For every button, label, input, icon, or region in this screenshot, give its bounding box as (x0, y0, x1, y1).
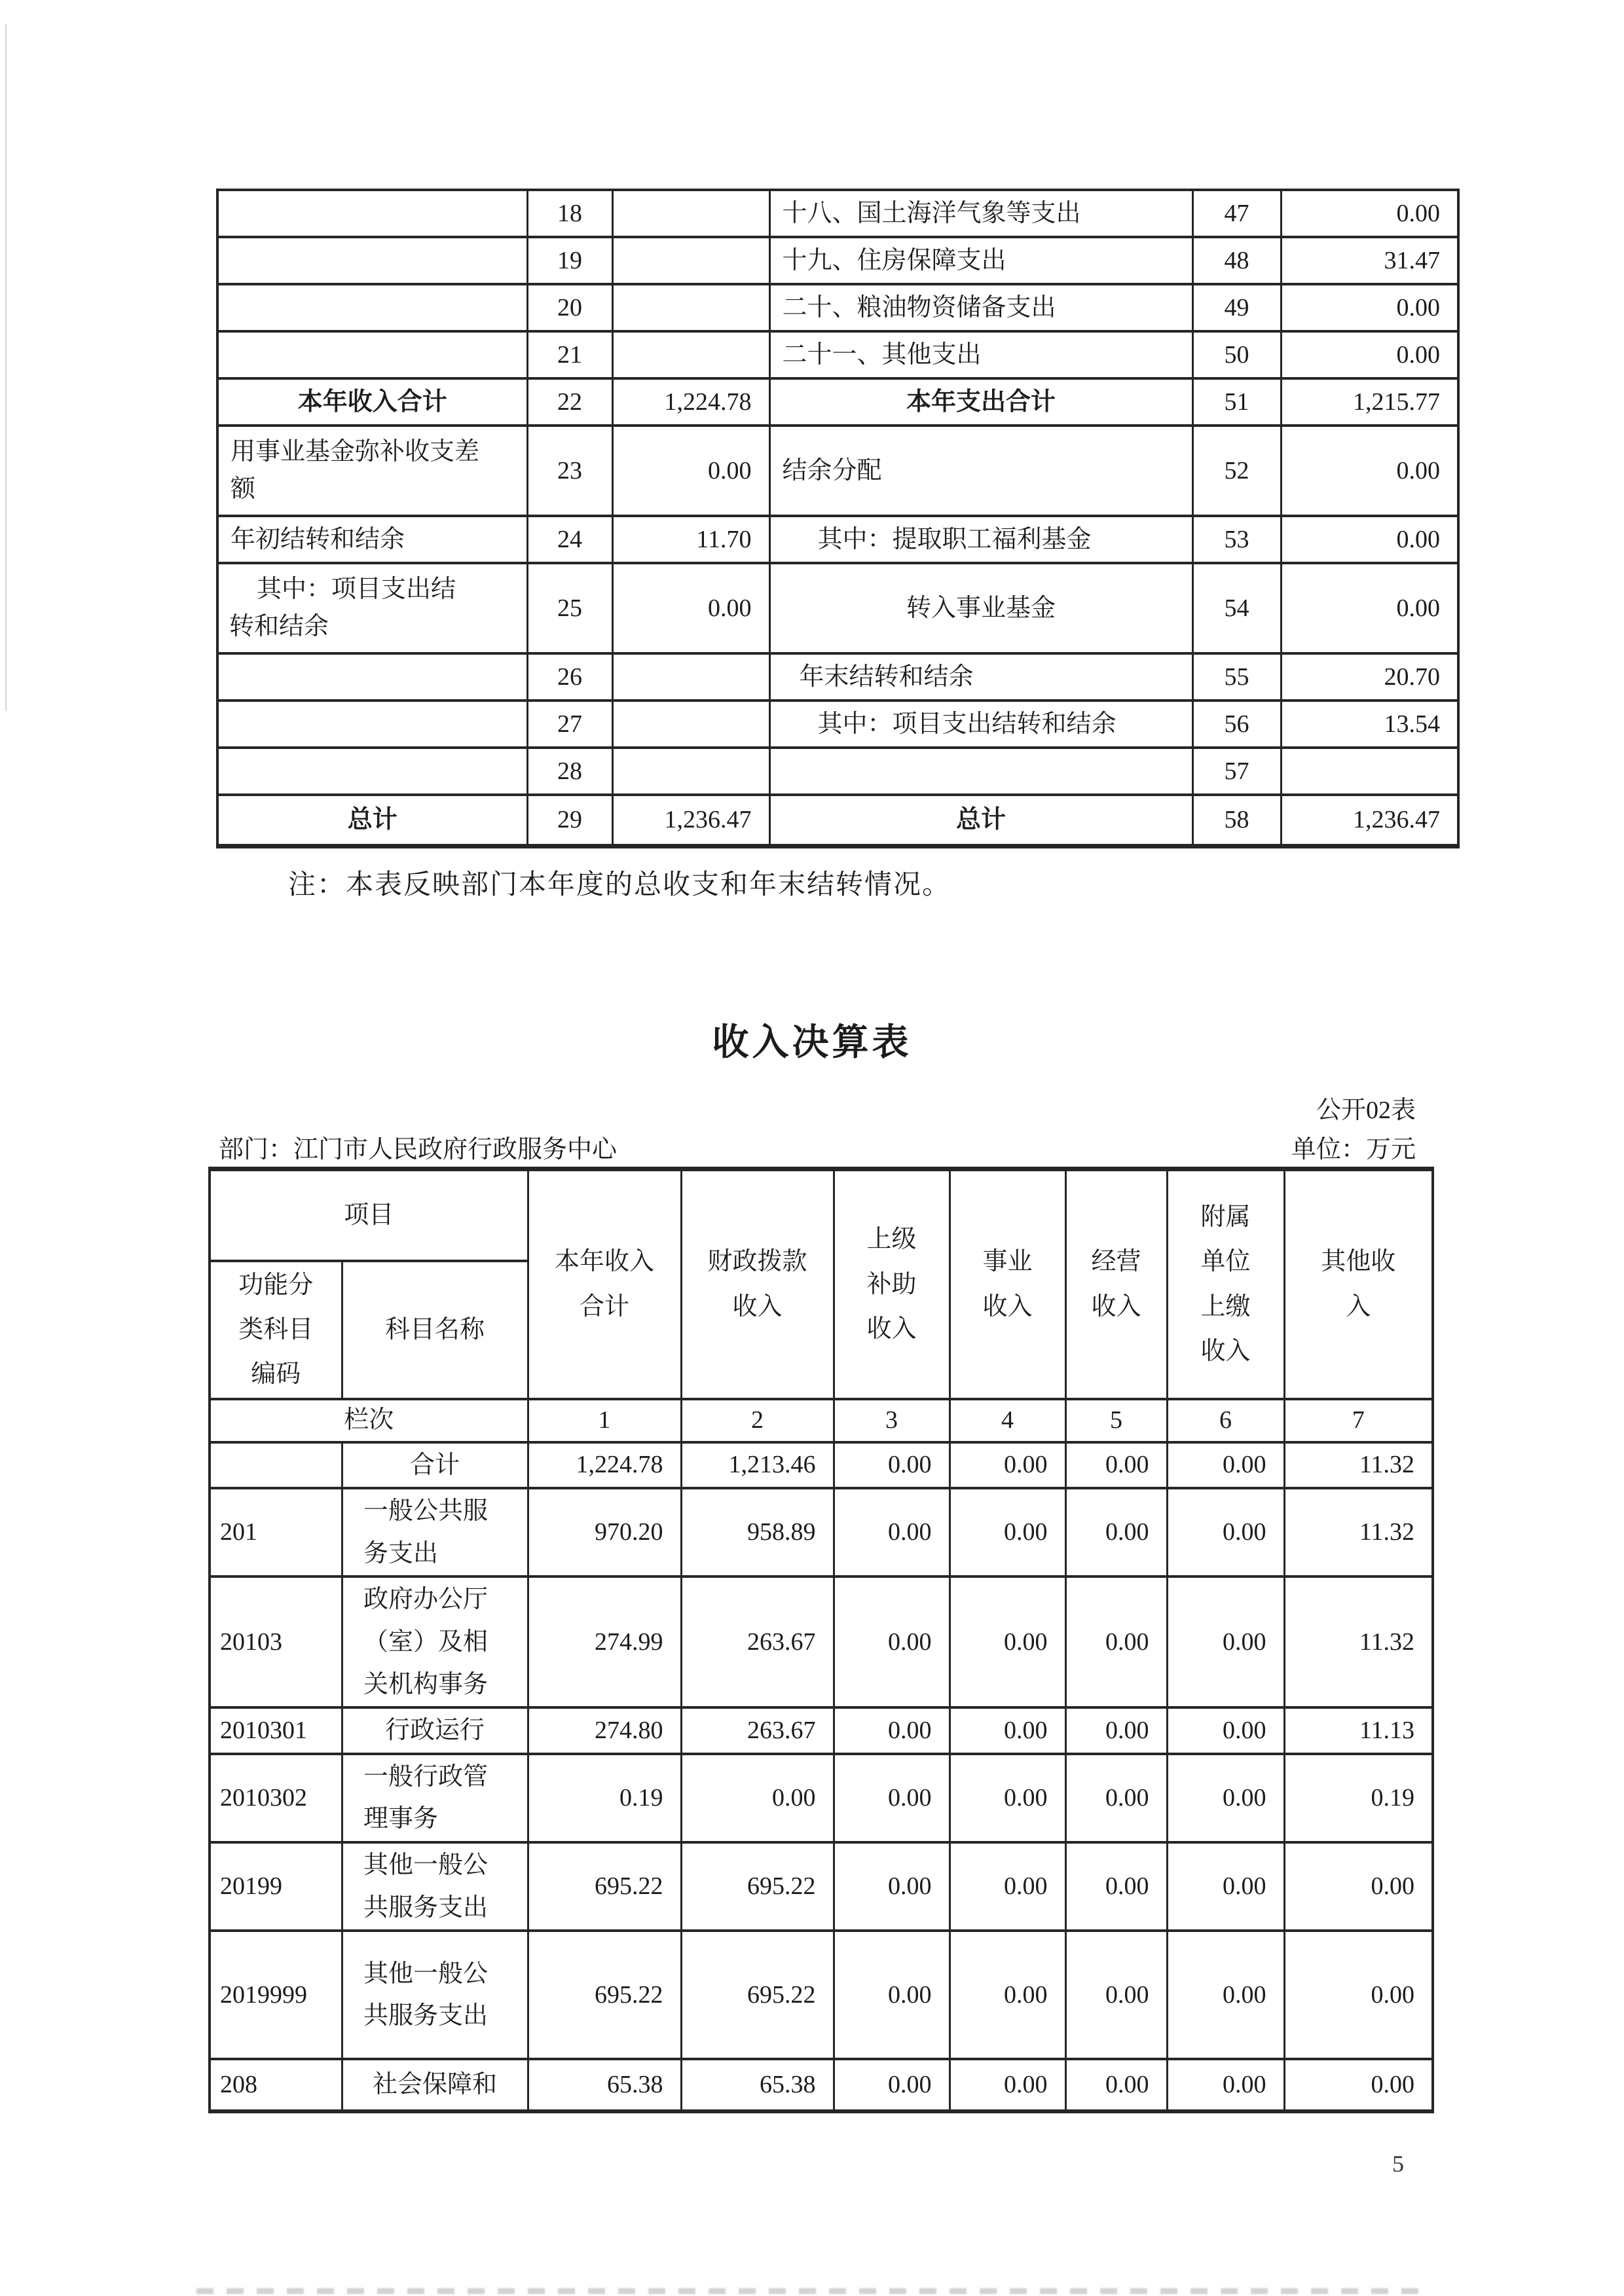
amount-cell: 0.00 (1167, 1931, 1284, 2059)
name-cell (342, 1931, 528, 2059)
unit-label: 单位：万元 (1291, 1136, 1416, 1163)
amount-cell: 0.00 (1065, 1754, 1167, 1842)
amount-cell: 11.32 (1284, 1442, 1433, 1489)
label-cell (769, 748, 1192, 795)
amount-cell: 0.00 (1167, 2059, 1284, 2111)
line-number-cell: 52 (1192, 426, 1281, 516)
header-code-cell (210, 1261, 342, 1399)
amount-cell: 31.47 (1281, 237, 1458, 284)
amount-cell: 0.00 (1284, 1931, 1433, 2059)
amount-cell: 0.00 (950, 1707, 1065, 1754)
amount-cell: 0.00 (950, 2059, 1065, 2111)
code-cell: 208 (210, 2059, 342, 2111)
amount-cell (612, 237, 769, 284)
label-cell: 本年收入合计 (217, 378, 527, 426)
amount-cell: 0.00 (834, 1576, 950, 1707)
line-number-cell: 26 (527, 653, 612, 701)
income-statement-table (208, 1167, 1434, 2113)
header-project-cell: 项目 (210, 1169, 528, 1261)
header-label: 事业收入 (982, 1248, 1033, 1321)
amount-cell: 0.00 (834, 1754, 950, 1842)
subject-name: 一般公共服务支出 (363, 1497, 489, 1567)
header-label: 其他收入 (1321, 1248, 1396, 1321)
form-number-label: 公开02表 (1316, 1097, 1416, 1124)
amount-cell (612, 653, 769, 701)
header-cell (1284, 1169, 1433, 1399)
amount-cell: 0.00 (1284, 2059, 1433, 2111)
table-row (217, 748, 1458, 795)
amount-cell: 274.80 (528, 1707, 681, 1754)
code-cell: 2019999 (210, 1931, 342, 2059)
amount-cell (612, 190, 769, 237)
table-row (217, 563, 1458, 653)
line-number-cell: 27 (527, 701, 612, 748)
label-cell (217, 331, 527, 378)
line-number-cell: 51 (1192, 378, 1281, 426)
table-row (217, 284, 1458, 331)
line-number-cell: 22 (527, 378, 612, 426)
department-label: 部门：江门市人民政府行政服务中心 (219, 1136, 618, 1163)
header-label: 附属单位上缴收入 (1200, 1203, 1251, 1366)
column-number-cell: 7 (1284, 1399, 1433, 1442)
amount-cell: 0.00 (612, 426, 769, 516)
table-row-total (210, 1442, 1433, 1489)
table-row (210, 1576, 1433, 1707)
amount-cell: 0.00 (950, 1576, 1065, 1707)
code-cell (210, 1442, 342, 1489)
table-row (210, 1931, 1433, 2059)
line-number-cell: 19 (527, 237, 612, 284)
scan-bleed-artifact (196, 2288, 1428, 2294)
label-cell: 用事业基金弥补收支差额 (217, 426, 527, 516)
header-row-project (210, 1169, 1433, 1261)
amount-cell: 0.00 (1065, 1576, 1167, 1707)
table-row (210, 1707, 1433, 1754)
line-number-cell: 25 (527, 563, 612, 653)
amount-cell: 958.89 (681, 1488, 834, 1576)
amount-cell: 0.00 (950, 1842, 1065, 1931)
table-row (217, 190, 1458, 237)
amount-cell: 0.00 (1281, 563, 1458, 653)
column-number-cell: 3 (834, 1399, 950, 1442)
amount-cell: 1,236.47 (1281, 795, 1458, 846)
label-cell: 十九、住房保障支出 (769, 237, 1192, 284)
label-cell: 其中：提取职工福利基金 (769, 516, 1192, 563)
table-row-grand-total (217, 795, 1458, 846)
line-number-cell: 24 (527, 516, 612, 563)
line-number-cell: 29 (527, 795, 612, 846)
subject-name: 社会保障和 (373, 2071, 498, 2099)
line-number-cell: 47 (1192, 190, 1281, 237)
amount-cell: 1,224.78 (528, 1442, 681, 1489)
amount-cell: 695.22 (528, 1842, 681, 1931)
line-number-cell: 28 (527, 748, 612, 795)
name-cell (342, 1442, 528, 1489)
subject-name: 一般行政管理事务 (363, 1762, 489, 1833)
table-row (217, 237, 1458, 284)
amount-cell: 0.00 (1281, 284, 1458, 331)
header-label: 经营收入 (1091, 1248, 1141, 1321)
header-cell (528, 1169, 681, 1399)
amount-cell: 0.19 (528, 1754, 681, 1842)
label-cell: 结余分配 (769, 426, 1192, 516)
line-number-cell: 53 (1192, 516, 1281, 563)
amount-cell: 0.00 (1167, 1707, 1284, 1754)
amount-cell: 0.00 (1284, 1842, 1433, 1931)
label-cell: 其中：项目支出结转和结余 (769, 701, 1192, 748)
label-cell: 总计 (217, 795, 527, 846)
name-cell (342, 1576, 528, 1707)
label-cell (217, 701, 527, 748)
header-name-cell: 科目名称 (342, 1261, 528, 1399)
table-row (210, 1754, 1433, 1842)
column-number-row (210, 1399, 1433, 1442)
line-number-cell: 20 (527, 284, 612, 331)
table-row (217, 516, 1458, 563)
line-number-cell: 21 (527, 331, 612, 378)
line-number-cell: 55 (1192, 653, 1281, 701)
label-cell (217, 653, 527, 701)
amount-cell: 11.13 (1284, 1707, 1433, 1754)
amount-cell: 0.00 (1065, 1707, 1167, 1754)
amount-cell: 0.00 (834, 1442, 950, 1489)
header-cell (681, 1169, 834, 1399)
code-cell: 20199 (210, 1842, 342, 1931)
amount-cell (612, 284, 769, 331)
amount-cell: 970.20 (528, 1488, 681, 1576)
code-cell: 20103 (210, 1576, 342, 1707)
code-cell: 2010301 (210, 1707, 342, 1754)
label-cell: 年初结转和结余 (217, 516, 527, 563)
label-cell: 转入事业基金 (769, 563, 1192, 653)
code-cell: 2010302 (210, 1754, 342, 1842)
table-row-totals-current-year (217, 378, 1458, 426)
label-cell (217, 190, 527, 237)
subject-name: 合计 (410, 1451, 460, 1479)
label-cell: 总计 (769, 795, 1192, 846)
column-number-cell: 1 (528, 1399, 681, 1442)
amount-cell: 0.00 (834, 1707, 950, 1754)
header-cell (1065, 1169, 1167, 1399)
subject-name: 政府办公厅（室）及相关机构事务 (363, 1586, 489, 1698)
amount-cell: 695.22 (681, 1931, 834, 2059)
amount-cell: 13.54 (1281, 701, 1458, 748)
name-cell (342, 1707, 528, 1754)
header-label: 财政拨款收入 (707, 1248, 807, 1321)
name-cell (342, 1754, 528, 1842)
amount-cell: 0.00 (950, 1754, 1065, 1842)
amount-cell: 1,224.78 (612, 378, 769, 426)
header-label: 功能分类科目编码 (238, 1271, 314, 1389)
table-row (217, 331, 1458, 378)
amount-cell: 11.32 (1284, 1488, 1433, 1576)
amount-cell: 0.00 (950, 1442, 1065, 1489)
label-cell (217, 284, 527, 331)
header-cell (834, 1169, 950, 1399)
label-cell: 其中：项目支出结转和结余 (217, 563, 527, 653)
income-table-title: 收入决算表 (712, 1023, 912, 1063)
header-cell (950, 1169, 1065, 1399)
name-cell (342, 1488, 528, 1576)
amount-cell: 0.00 (1281, 190, 1458, 237)
label-cell: 十八、国土海洋气象等支出 (769, 190, 1192, 237)
table-row (210, 1488, 1433, 1576)
label-cell: 二十一、其他支出 (769, 331, 1192, 378)
label-cell: 二十、粮油物资储备支出 (769, 284, 1192, 331)
amount-cell: 695.22 (528, 1931, 681, 2059)
amount-cell: 0.00 (1065, 1442, 1167, 1489)
amount-cell (1281, 748, 1458, 795)
amount-cell: 0.00 (1167, 1488, 1284, 1576)
table-row (217, 653, 1458, 701)
amount-cell: 0.00 (834, 1488, 950, 1576)
line-number-cell: 23 (527, 426, 612, 516)
amount-cell: 263.67 (681, 1576, 834, 1707)
line-number-cell: 57 (1192, 748, 1281, 795)
scan-edge-artifact (5, 24, 7, 711)
table-row (210, 1842, 1433, 1931)
line-number-cell: 58 (1192, 795, 1281, 846)
amount-cell: 65.38 (681, 2059, 834, 2111)
table-row (217, 701, 1458, 748)
header-label: 本年收入合计 (555, 1248, 655, 1321)
header-label: 上级补助收入 (866, 1226, 917, 1343)
amount-cell (612, 748, 769, 795)
balance-summary-table (216, 189, 1460, 848)
amount-cell: 0.00 (1065, 1842, 1167, 1931)
amount-cell: 0.00 (950, 1931, 1065, 2059)
line-number-cell: 50 (1192, 331, 1281, 378)
line-number-cell: 18 (527, 190, 612, 237)
amount-cell: 0.00 (1065, 1488, 1167, 1576)
amount-cell (612, 701, 769, 748)
table-note: 注：本表反映部门本年度的总收支和年末结转情况。 (288, 870, 951, 900)
amount-cell: 0.00 (1167, 1842, 1284, 1931)
amount-cell: 0.00 (1281, 516, 1458, 563)
amount-cell (612, 331, 769, 378)
column-number-cell: 4 (950, 1399, 1065, 1442)
amount-cell: 0.00 (1167, 1576, 1284, 1707)
amount-cell: 11.70 (612, 516, 769, 563)
column-number-label-cell: 栏次 (210, 1399, 528, 1442)
subject-name: 其他一般公共服务支出 (363, 1959, 489, 2030)
amount-cell: 0.00 (1281, 426, 1458, 516)
amount-cell: 1,215.77 (1281, 378, 1458, 426)
amount-cell: 0.00 (834, 1931, 950, 2059)
table-row (217, 426, 1458, 516)
column-number-cell: 2 (681, 1399, 834, 1442)
amount-cell: 0.00 (1281, 331, 1458, 378)
amount-cell: 0.00 (1065, 1931, 1167, 2059)
name-cell (342, 2059, 528, 2111)
page-number: 5 (1392, 2151, 1404, 2177)
amount-cell: 0.00 (834, 1842, 950, 1931)
amount-cell: 11.32 (1284, 1576, 1433, 1707)
line-number-cell: 56 (1192, 701, 1281, 748)
amount-cell: 65.38 (528, 2059, 681, 2111)
amount-cell: 0.00 (950, 1488, 1065, 1576)
amount-cell: 0.19 (1284, 1754, 1433, 1842)
label-cell: 本年支出合计 (769, 378, 1192, 426)
line-number-cell: 49 (1192, 284, 1281, 331)
amount-cell: 0.00 (681, 1754, 834, 1842)
line-number-cell: 48 (1192, 237, 1281, 284)
amount-cell: 0.00 (1167, 1754, 1284, 1842)
code-cell: 201 (210, 1488, 342, 1576)
label-cell: 年末结转和结余 (769, 653, 1192, 701)
amount-cell: 695.22 (681, 1842, 834, 1931)
header-cell (1167, 1169, 1284, 1399)
label-cell (217, 237, 527, 284)
name-cell (342, 1842, 528, 1931)
amount-cell: 0.00 (1065, 2059, 1167, 2111)
amount-cell: 1,236.47 (612, 795, 769, 846)
amount-cell: 1,213.46 (681, 1442, 834, 1489)
table-row (210, 2059, 1433, 2111)
amount-cell: 0.00 (834, 2059, 950, 2111)
amount-cell: 274.99 (528, 1576, 681, 1707)
subject-name: 行政运行 (385, 1717, 485, 1745)
label-cell (217, 748, 527, 795)
column-number-cell: 5 (1065, 1399, 1167, 1442)
subject-name: 其他一般公共服务支出 (363, 1851, 489, 1922)
column-number-cell: 6 (1167, 1399, 1284, 1442)
amount-cell: 0.00 (1167, 1442, 1284, 1489)
amount-cell: 0.00 (612, 563, 769, 653)
amount-cell: 263.67 (681, 1707, 834, 1754)
line-number-cell: 54 (1192, 563, 1281, 653)
amount-cell: 20.70 (1281, 653, 1458, 701)
